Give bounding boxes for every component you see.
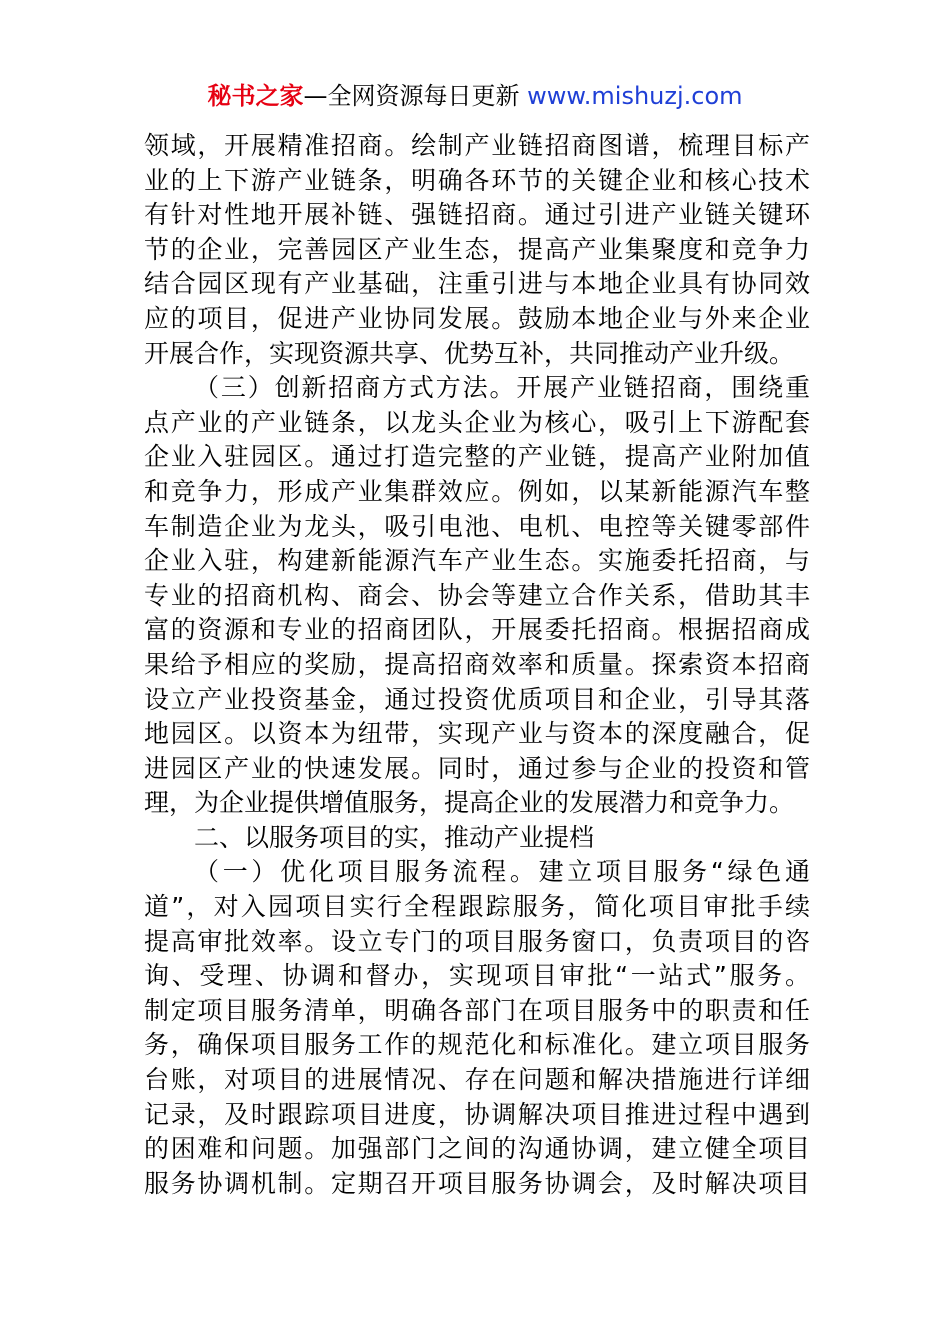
paragraph-heading-line: （一）优化项目服务流程。建立项目服务“绿色通 [194, 857, 810, 887]
text-line: 果给予相应的奖励，提高招商效率和质量。探索资本招商 [144, 649, 810, 679]
text-line: 点产业的产业链条，以龙头企业为核心，吸引上下游配套 [144, 407, 810, 437]
text-line: 和竞争力，形成产业集群效应。例如，以某新能源汽车整 [144, 476, 810, 506]
text-line: 企业入驻园区。通过打造完整的产业链，提高产业附加值 [144, 442, 810, 472]
text-line: 开展合作，实现资源共享、优势互补，共同推动产业升级。 [144, 338, 795, 368]
text-line: 询、受理、协调和督办，实现项目审批“一站式”服务。 [144, 961, 810, 991]
text-line: 业的上下游产业链条，明确各环节的关键企业和核心技术 [144, 165, 810, 195]
text-line: 富的资源和专业的招商团队，开展委托招商。根据招商成 [144, 615, 810, 645]
text-line: 服务协调机制。定期召开项目服务协调会，及时解决项目 [144, 1168, 810, 1198]
text-line: 制定项目服务清单，明确各部门在项目服务中的职责和任 [144, 995, 810, 1025]
text-line: 台账，对项目的进展情况、存在问题和解决措施进行详细 [144, 1065, 810, 1095]
text-line: 应的项目，促进产业协同发展。鼓励本地企业与外来企业 [144, 303, 810, 333]
text-line: 的困难和问题。加强部门之间的沟通协调，建立健全项目 [144, 1134, 810, 1164]
text-line: 企业入驻，构建新能源汽车产业生态。实施委托招商，与 [144, 546, 810, 576]
text-line: 结合园区现有产业基础，注重引进与本地企业具有协同效 [144, 269, 810, 299]
site-brand: 秘书之家 [207, 82, 304, 110]
text-line: 专业的招商机构、商会、协会等建立合作关系，借助其丰 [144, 580, 810, 610]
text-line: 务，确保项目服务工作的规范化和标准化。建立项目服务 [144, 1030, 810, 1060]
site-slogan: —全网资源每日更新 [303, 82, 528, 110]
text-line: 领域，开展精准招商。绘制产业链招商图谱，梳理目标产 [144, 131, 810, 160]
text-line: 节的企业，完善园区产业生态，提高产业集聚度和竞争力 [144, 234, 810, 264]
text-line: 地园区。以资本为纽带，实现产业与资本的深度融合，促 [144, 719, 810, 749]
text-line: 记录，及时跟踪项目进度，协调解决项目推进过程中遇到 [144, 1099, 810, 1129]
text-line: 提高审批效率。设立专门的项目服务窗口，负责项目的咨 [144, 926, 810, 956]
site-url-link[interactable]: www.mishuzj.com [527, 82, 743, 110]
section-heading: 二、以服务项目的实，推动产业提档 [194, 822, 595, 852]
text-line: 设立产业投资基金，通过投资优质项目和企业，引导其落 [144, 684, 810, 714]
text-line: 道”，对入园项目实行全程跟踪服务，简化项目审批手续 [144, 892, 810, 922]
paragraph-heading-line: （三）创新招商方式方法。开展产业链招商，围绕重 [194, 373, 810, 403]
document-body [144, 129, 810, 1201]
text-line: 车制造企业为龙头，吸引电池、电机、电控等关键零部件 [144, 511, 810, 541]
page-header [0, 80, 950, 112]
text-line: 有针对性地开展补链、强链招商。通过引进产业链关键环 [144, 200, 810, 230]
text-line: 进园区产业的快速发展。同时，通过参与企业的投资和管 [144, 753, 810, 783]
text-line: 理，为企业提供增值服务，提高企业的发展潜力和竞争力。 [144, 788, 795, 818]
